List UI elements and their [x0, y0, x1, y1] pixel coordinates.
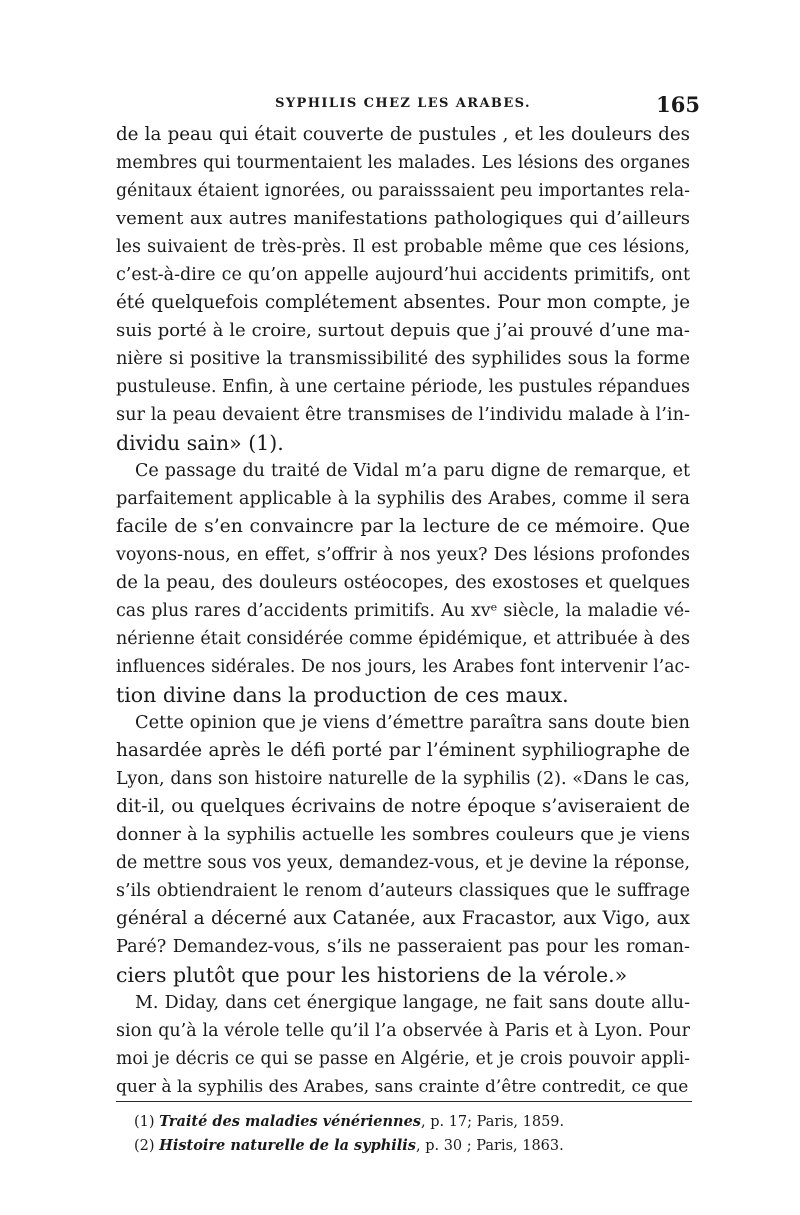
footnote-marker: (2)	[134, 1138, 155, 1154]
body-text	[116, 121, 690, 1101]
paragraph	[116, 121, 690, 457]
running-head	[116, 92, 700, 120]
running-head-title: SYPHILIS CHEZ LES ARABES.	[275, 96, 531, 111]
footnotes	[134, 1110, 694, 1158]
text-line: les suivaient de très-près. Il est probable même que ces lésions,	[116, 237, 690, 257]
text-line: tion divine dans la production de ces maux.	[116, 683, 569, 707]
text-line: s’ils obtiendraient le renom d’auteurs classiques que le suffrage	[116, 881, 690, 901]
text-line: Paré? Demandez-vous, s’ils ne passeraient pas pour les roman-	[116, 937, 690, 957]
text-line: pustuleuse. Enfin, à une certaine période, les pustules répandues	[116, 377, 690, 397]
text-line: Cette opinion que je viens d’émettre paraîtra sans doute bien	[135, 713, 690, 733]
text-line: dit-il, ou quelques écrivains de notre époque s’aviseraient de	[116, 796, 690, 817]
text-line: vement aux autres manifestations pathologiques qui d’ailleurs	[116, 208, 690, 229]
text-line: nière si positive la transmissibilité des syphilides sous la forme	[116, 349, 690, 369]
text-line: génitaux étaient ignorées, ou paraisssaient peu importantes rela-	[116, 181, 690, 201]
text-line: de mettre sous vos yeux, demandez-vous, et je devine la réponse,	[116, 853, 690, 873]
footnote	[134, 1134, 694, 1158]
text-line: nérienne était considérée comme épidémique, et attribuée à des	[116, 629, 690, 649]
text-line: facile de s’en convaincre par la lecture de ce mémoire. Que	[116, 516, 690, 537]
text-line: M. Diday, dans cet énergique langage, ne fait sans doute allu-	[135, 993, 690, 1013]
footnote-marker: (1)	[134, 1114, 155, 1130]
text-line: sion qu’à la vérole telle qu’il l’a observée à Paris et à Lyon. Pour	[116, 1021, 690, 1041]
text-line: sur la peau devaient être transmises de l’individu malade à l’in-	[116, 405, 690, 425]
text-line: été quelquefois complétement absentes. Pour mon compte, je	[116, 292, 690, 313]
footnote-work-title: Traité des maladies vénériennes	[159, 1113, 421, 1130]
page-number: 165	[656, 92, 700, 117]
footnote-reference: , p. 30 ; Paris, 1863.	[415, 1138, 564, 1154]
text-line: Lyon, dans son histoire naturelle de la syphilis (2). «Dans le cas,	[116, 769, 690, 789]
paragraph	[116, 709, 690, 989]
text-line: quer à la syphilis des Arabes, sans crainte d’être contredit, ce que	[116, 1077, 689, 1097]
text-line: influences sidérales. De nos jours, les Arabes font intervenir l’ac-	[116, 657, 690, 677]
text-line: c’est-à-dire ce qu’on appelle aujourd’hui accidents primitifs, ont	[116, 265, 690, 285]
text-line: de la peau, des douleurs ostéocopes, des exostoses et quelques	[116, 573, 690, 593]
text-line: de la peau qui était couverte de pustules , et les douleurs des	[116, 124, 690, 145]
text-line: suis porté à le croire, surtout depuis que j’ai prouvé d’une ma-	[116, 320, 690, 341]
footnote-reference: , p. 17; Paris, 1859.	[420, 1114, 565, 1130]
text-line: voyons-nous, en effet, s’offrir à nos yeux? Des lésions profondes	[116, 545, 690, 565]
paragraph	[116, 989, 690, 1101]
paragraph	[116, 457, 690, 709]
footnote-divider	[116, 1101, 692, 1102]
text-line: parfaitement applicable à la syphilis des Arabes, comme il sera	[116, 489, 690, 509]
footnote	[134, 1110, 694, 1134]
text-line: ciers plutôt que pour les historiens de la vérole.»	[116, 963, 628, 987]
text-line: cas plus rares d’accidents primitifs. Au xvᵉ siècle, la maladie vé-	[116, 601, 690, 621]
text-line: général a décerné aux Catanée, aux Fracastor, aux Vigo, aux	[116, 908, 690, 929]
text-line: moi je décris ce qui se passe en Algérie, et je crois pouvoir appli-	[116, 1049, 690, 1069]
text-line: hasardée après le défi porté par l’éminent syphiliographe de	[116, 740, 690, 761]
text-line: donner à la syphilis actuelle les sombres couleurs que je viens	[116, 824, 690, 845]
text-line: membres qui tourmentaient les malades. Les lésions des organes	[116, 153, 690, 173]
footnote-work-title: Histoire naturelle de la syphilis	[159, 1137, 416, 1154]
text-line: Ce passage du traité de Vidal m’a paru digne de remarque, et	[135, 461, 690, 481]
text-line: dividu sain» (1).	[116, 431, 284, 455]
